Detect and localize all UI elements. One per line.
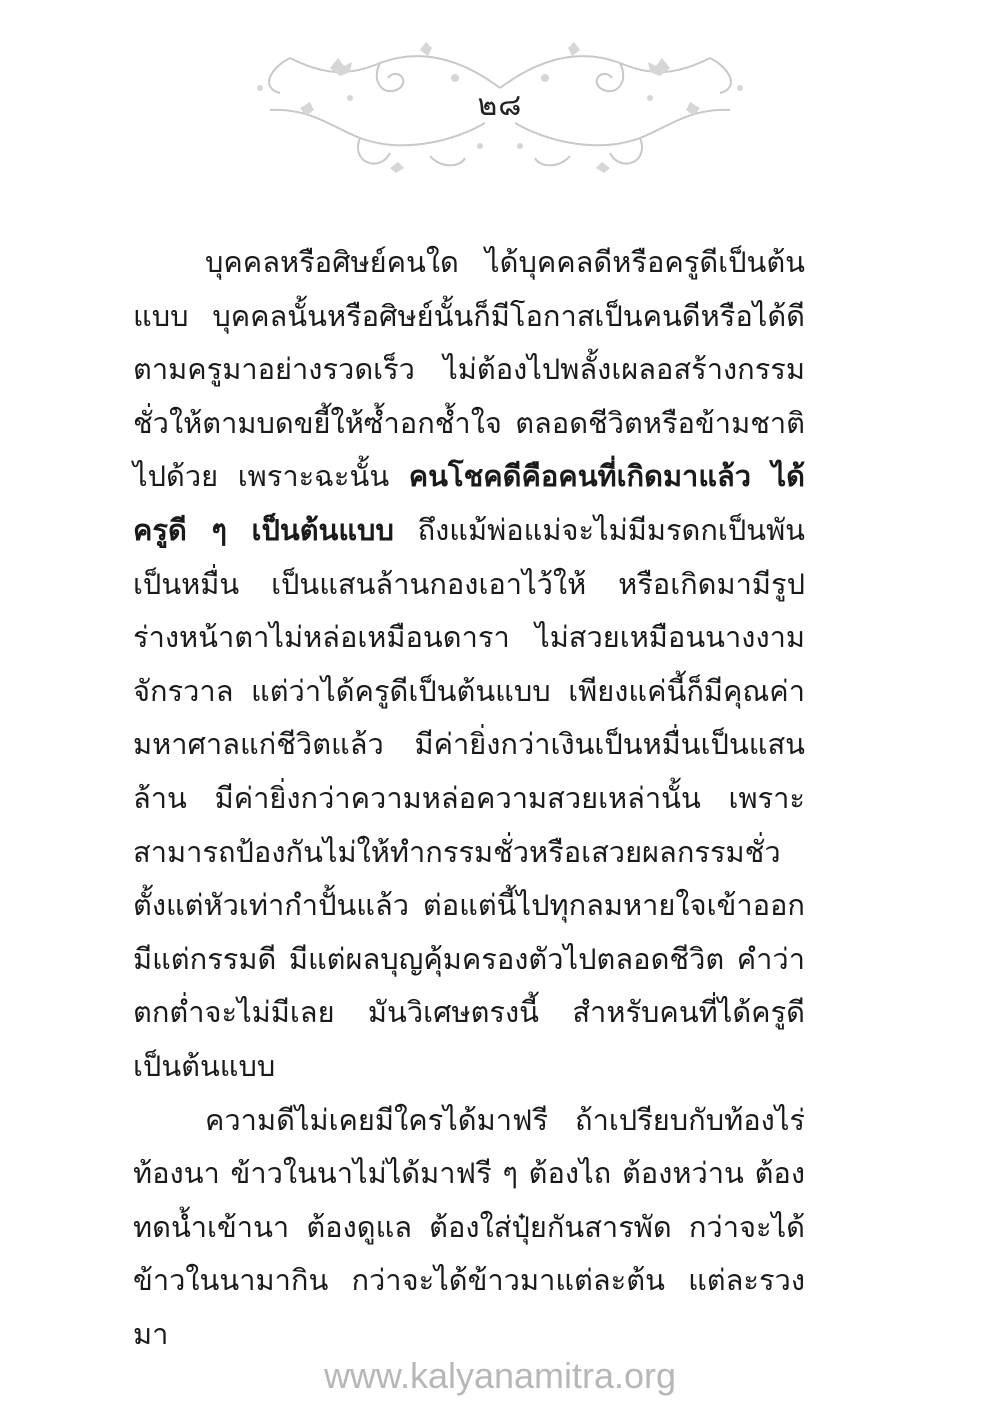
paragraph-1-bold-text: คนโชคดีคือคนที่เกิดมาแล้ว ได้ครูดี ๆ เป็นต้นแบบ: [133, 459, 805, 547]
paragraph-1-text-b: ถึงแม้พ่อแม่จะไม่มีมรดกเป็นพัน เป็นหมื่น เป็นแสนล้านกองเอาไว้ให้ หรือเกิดมามีรูปร่างหน้าตาไม่หล่อเหมือนดารา ไม่สวยเหมือนนางงามจักรวาล แต่ว่าได้ครูดีเป็นต้นแบบ เพียงแค่นี้ก็มีคุณค่ามหาศาลแก่ชีวิตแล้ว มีค่ายิ่งกว่าเงินเป็นหมื่นเป็นแสนล้าน มีค่ายิ่งกว่าความหล่อความสวยเหล่านั้น เพราะสามารถป้องกันไม่ให้ทำกรรมชั่วหรือเสวยผลกรรมชั่วตั้งแต่หัวเท่ากำปั้นแล้ว ต่อแต่นี้ไปทุกลมหายใจเข้าออกมีแต่กรรมดี มีแต่ผลบุญคุ้มครองตัวไปตลอดชีวิต คำว่าตกต่ำจะไม่มีเลย มันวิเศษตรงนี้ สำหรับคนที่ได้ครูดีเป็นต้นแบบ: [133, 512, 806, 1083]
paragraph-1-text-a: บุคคลหรือศิษย์คนใด ได้บุคคลดีหรือครูดีเป็นต้นแบบ บุคคลนั้นหรือศิษย์นั้นก็มีโอกาสเป็นคนดีหรือได้ดีตามครูมาอย่างรวดเร็ว ไม่ต้องไปพลั้งเผลอสร้างกรรมชั่วให้ตามบดขยี้ให้ซ้ำอกช้ำใจ ตลอดชีวิตหรือข้ามชาติไปด้วย เพราะฉะนั้น: [133, 245, 805, 494]
body-text: [133, 236, 805, 1361]
footer-website-url: www.kalyanamitra.org: [323, 1355, 677, 1396]
paragraph-1: [133, 236, 805, 1094]
paragraph-2: ความดีไม่เคยมีใครได้มาฟรี ถ้าเปรียบกับท้องไร่ท้องนา ข้าวในนาไม่ได้มาฟรี ๆ ต้องไถ ต้องหว่าน ต้องทดน้ำเข้านา ต้องดูแล ต้องใส่ปุ๋ยกันสารพัด กว่าจะได้ข้าวในนามากิน กว่าจะได้ข้าวมาแต่ละต้น แต่ละรวงมา: [133, 1102, 805, 1351]
page-number: ๒๘: [477, 88, 523, 123]
